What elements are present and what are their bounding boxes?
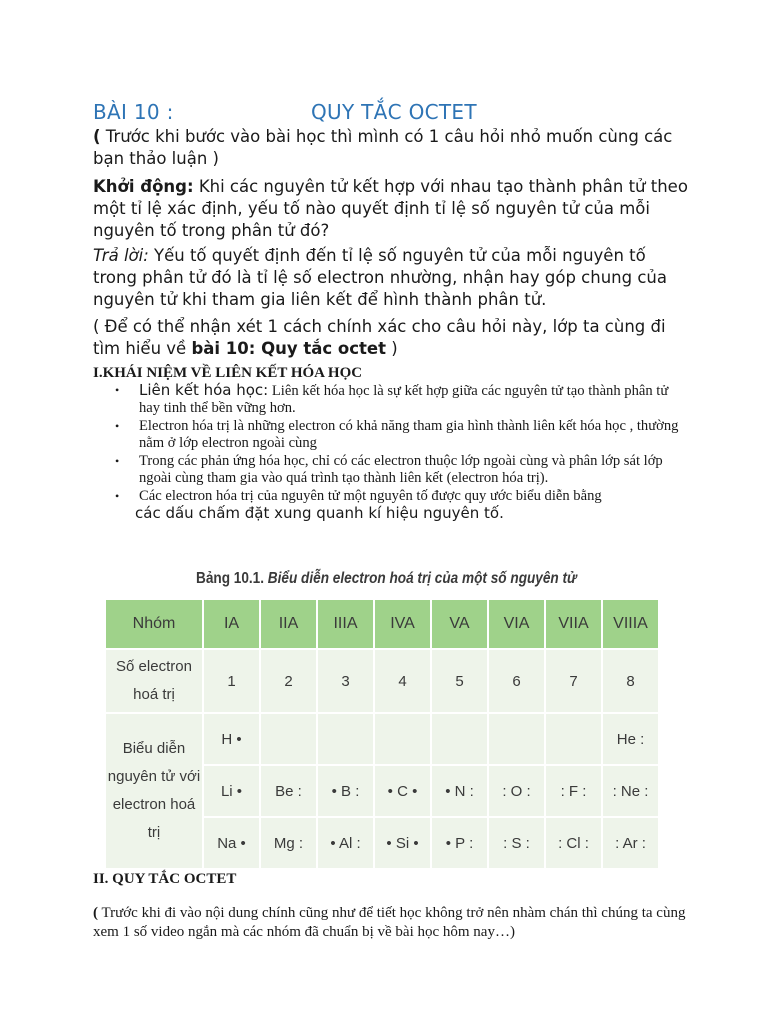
bullet-icon: • bbox=[115, 383, 120, 397]
list-item: • Các electron hóa trị của nguyên tử một nguyên tố được quy ước biểu diễn bằng các dấu chấm đặt xung quanh kí hiệu nguyên tố. bbox=[115, 488, 602, 522]
lesson-number: BÀI 10 : bbox=[93, 100, 174, 124]
answer-label: Trả lời: bbox=[93, 246, 149, 265]
valence-electron-table bbox=[104, 598, 660, 870]
table-row: Biểu diễn nguyên tử với electron hoá trị H • He : bbox=[105, 713, 659, 765]
answer-paragraph: Trả lời: Yếu tố quyết định đến tỉ lệ số nguyên tử của mỗi nguyên tố trong phân tử đó là tỉ lệ số electron nhường, nhận hay góp chung của nguyên tử khi tham gia liên kết để hình thành phân tử. bbox=[93, 246, 667, 309]
warmup-paragraph: Khởi động: Khi các nguyên tử kết hợp với nhau tạo thành phân tử theo một tỉ lệ xác định, yếu tố nào quyết định tỉ lệ số nguyên tử của mỗi nguyên tố trong phân tử đó? bbox=[93, 177, 688, 240]
bullet-icon: • bbox=[115, 419, 120, 433]
section2-paragraph: ( Trước khi đi vào nội dung chính cũng như để tiết học không trở nên nhàm chán thì chúng ta cùng xem 1 số video ngắn mà các nhóm đã chuẩn bị về bài học hôm nay…) bbox=[93, 905, 686, 940]
note-paragraph: ( Để có thể nhận xét 1 cách chính xác cho câu hỏi này, lớp ta cùng đi tìm hiểu về bài 10: Quy tắc octet ) bbox=[93, 317, 666, 358]
concept-bullet-list bbox=[115, 382, 685, 524]
table-caption: Bảng 10.1. Biểu diễn electron hoá trị của một số nguyên tử bbox=[196, 570, 577, 587]
bullet-icon: • bbox=[115, 489, 120, 503]
list-item: • Electron hóa trị là những electron có khả năng tham gia hình thành liên kết hóa học , thường nằm ở lớp electron ngoài cùng bbox=[115, 418, 679, 451]
table-row: Số electron hoá trị 1 2 3 4 5 6 7 8 bbox=[105, 649, 659, 713]
section1-heading: I.KHÁI NIỆM VỀ LIÊN KẾT HÓA HỌC bbox=[93, 365, 363, 381]
intro-paragraph: ( Trước khi bước vào bài học thì mình có 1 câu hỏi nhỏ muốn cùng các bạn thảo luận ) bbox=[93, 127, 673, 168]
warmup-label: Khởi động: bbox=[93, 177, 194, 196]
bullet-icon: • bbox=[115, 454, 120, 468]
table-row: Li • Be : • B : • C • • N : : O : : F : : Ne : bbox=[105, 765, 659, 817]
table-row: Na • Mg : • Al : • Si • • P : : S : : Cl : : Ar : bbox=[105, 817, 659, 869]
section2-heading: II. QUY TẮC OCTET bbox=[93, 871, 237, 887]
lesson-name: QUY TẮC OCTET bbox=[311, 100, 477, 124]
list-item: • Trong các phản ứng hóa học, chỉ có các electron thuộc lớp ngoài cùng và phân lớp sát lớp ngoài cùng tham gia vào quá trình tạo thành liên kết (electron hóa trị). bbox=[115, 453, 663, 486]
list-item: • Liên kết hóa học: Liên kết hóa học là sự kết hợp giữa các nguyên tử tạo thành phân tử hay tinh thể bền vững hơn. bbox=[115, 381, 669, 416]
table-header-row: Nhóm IA IIA IIIA IVA VA VIA VIIA VIIIA bbox=[105, 599, 659, 649]
